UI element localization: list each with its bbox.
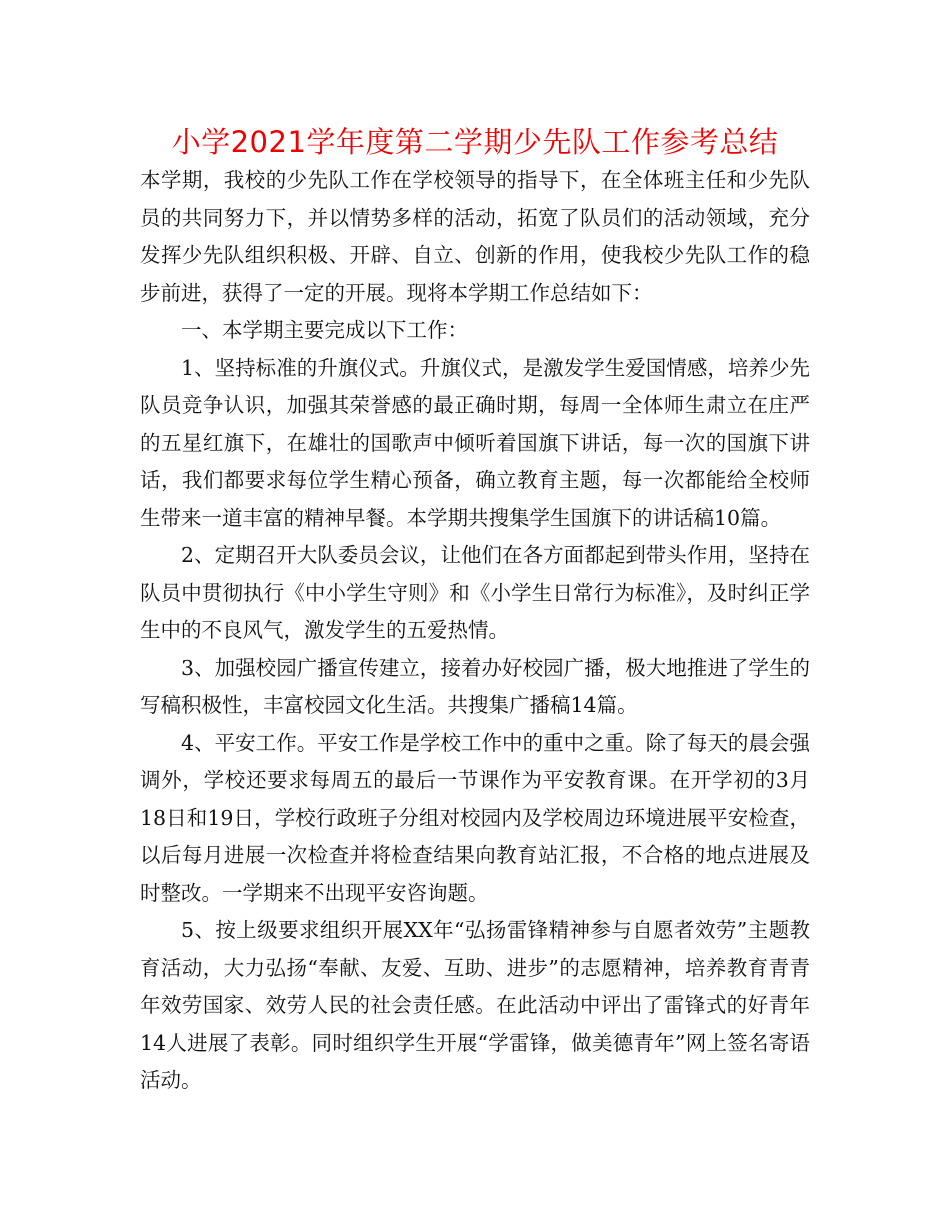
paragraph-item-4: 4、平安工作。平安工作是学校工作中的重中之重。除了每天的晨会强调外，学校还要求每周五的最后一节课作为平安教育课。在开学初的3月18日和19日，学校行政班子分组对校园内及学校周边环境进展平安检查，以后每月进展一次检查并将检查结果向教育站汇报，不合格的地点进展及时整改。一学期来不出现平安咨询题。 [140, 730, 810, 905]
paragraph-item-1: 1、坚持标准的升旗仪式。升旗仪式，是激发学生爱国情感，培养少先队员竞争认识，加强其荣誉感的最正确时期，每周一全体师生肃立在庄严的五星红旗下，在雄壮的国歌声中倾听着国旗下讲话，每一次的国旗下讲话，我们都要求每位学生精心预备，确立教育主题，每一次都能给全校师生带来一道丰富的精神早餐。本学期共搜集学生国旗下的讲话稿10篇。 [140, 355, 810, 530]
paragraph-item-2: 2、定期召开大队委员会议，让他们在各方面都起到带头作用，坚持在队员中贯彻执行《中小学生守则》和《小学生日常行为标准》，及时纠正学生中的不良风气，激发学生的五爱热情。 [140, 543, 810, 642]
paragraph-intro: 本学期，我校的少先队工作在学校领导的指导下，在全体班主任和少先队员的共同努力下，并以情势多样的活动，拓宽了队员们的活动领域，充分发挥少先队组织积极、开辟、自立、创新的作用，使我校少先队工作的稳步前进，获得了一定的开展。现将本学期工作总结如下： [140, 168, 810, 305]
section-heading: 一、本学期主要完成以下工作： [181, 318, 468, 342]
document-body [140, 162, 810, 1100]
paragraph-item-5: 5、按上级要求组织开展XX年“弘扬雷锋精神参与自愿者效劳”主题教育活动，大力弘扬“奉献、友爱、互助、进步”的志愿精神，培养教育青青年效劳国家、效劳人民的社会责任感。在此活动中评出了雷锋式的好青年14人进展了表彰。同时组织学生开展“学雷锋，做美德青年”网上签名寄语活动。 [140, 918, 810, 1092]
paragraph-item-3: 3、加强校园广播宣传建立，接着办好校园广播，极大地推进了学生的写稿积极性，丰富校园文化生活。共搜集广播稿14篇。 [140, 655, 810, 717]
document-title: 小学2021学年度第二学期少先队工作参考总结 [171, 125, 779, 159]
